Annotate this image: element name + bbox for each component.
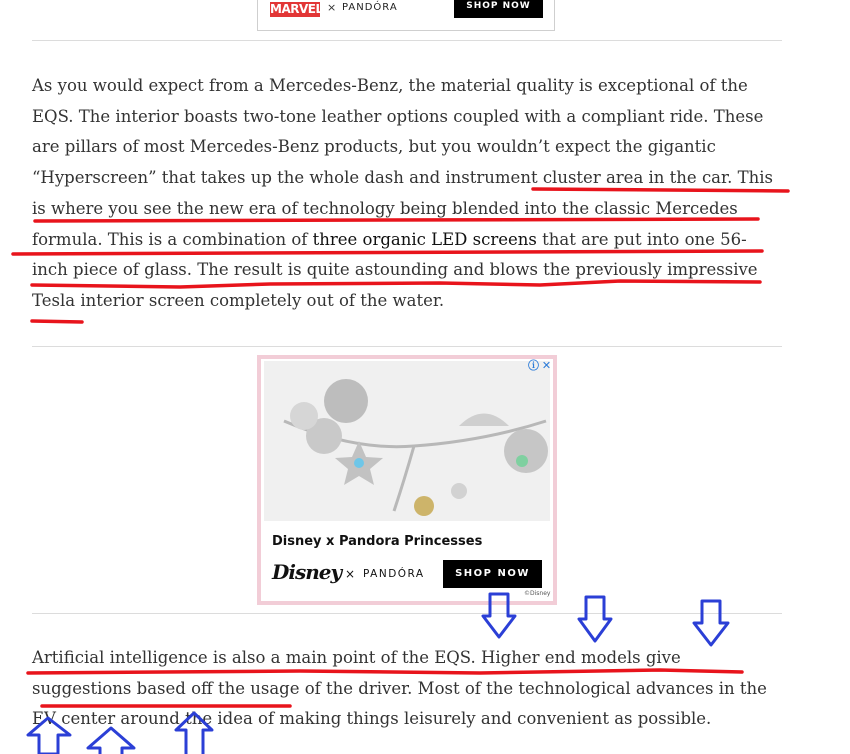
ad-copyright: ©Disney [524,590,551,597]
top-ad-banner[interactable] [257,0,555,31]
organic-led-link[interactable]: three organic LED screens [312,229,537,249]
divider [32,40,782,41]
pandora-logo: PANDÓRA [363,568,425,580]
paragraph-text-end: that are put into one 56-inch piece of glass. The result is quite astounding and blows the previously impressive Tesla interior screen completely out of the water. [32,229,758,310]
close-icon[interactable]: ✕ [541,359,552,372]
ad-separator: × [345,567,356,581]
ad-corner-controls [527,359,553,372]
info-icon[interactable]: ⓘ [528,359,539,372]
disney-logo: Disney [272,560,342,584]
pandora-logo: PANDÓRA [342,2,398,13]
shop-now-button[interactable]: SHOP NOW [443,560,542,588]
marvel-logo: MARVEL [270,2,323,16]
down-arrow-icon [579,597,611,641]
charm-bracelet-image [264,361,550,521]
ad-separator: × [327,1,337,14]
divider [32,613,782,614]
paragraph-text: As you would expect from a Mercedes-Benz, the material quality is exceptional of the EQS. The interior boasts two-tone leather options coupled with a compliant ride. These are pillars of most Mercedes-Benz products, but you wouldn’t expect the gigantic “Hyperscreen” that takes up the whole dash and instrument cluster area in the car. This is where you see the new era of technology being blended into the classic Mercedes formula. This is a combination of [32,76,773,249]
pandora-disney-ad[interactable] [257,355,557,605]
article-paragraph [32,71,782,317]
ad-headline: Disney x Pandora Princesses [272,534,483,549]
article-paragraph: Artificial intelligence is also a main point of the EQS. Higher end models give suggestions based off the usage of the driver. Most of the technological advances in the EV center around the idea of making things leisurely and convenient as possible. [32,648,767,729]
divider [32,346,782,347]
underline [32,321,82,322]
down-arrow-icon [694,601,728,645]
shop-now-button[interactable]: SHOP NOW [454,0,543,18]
